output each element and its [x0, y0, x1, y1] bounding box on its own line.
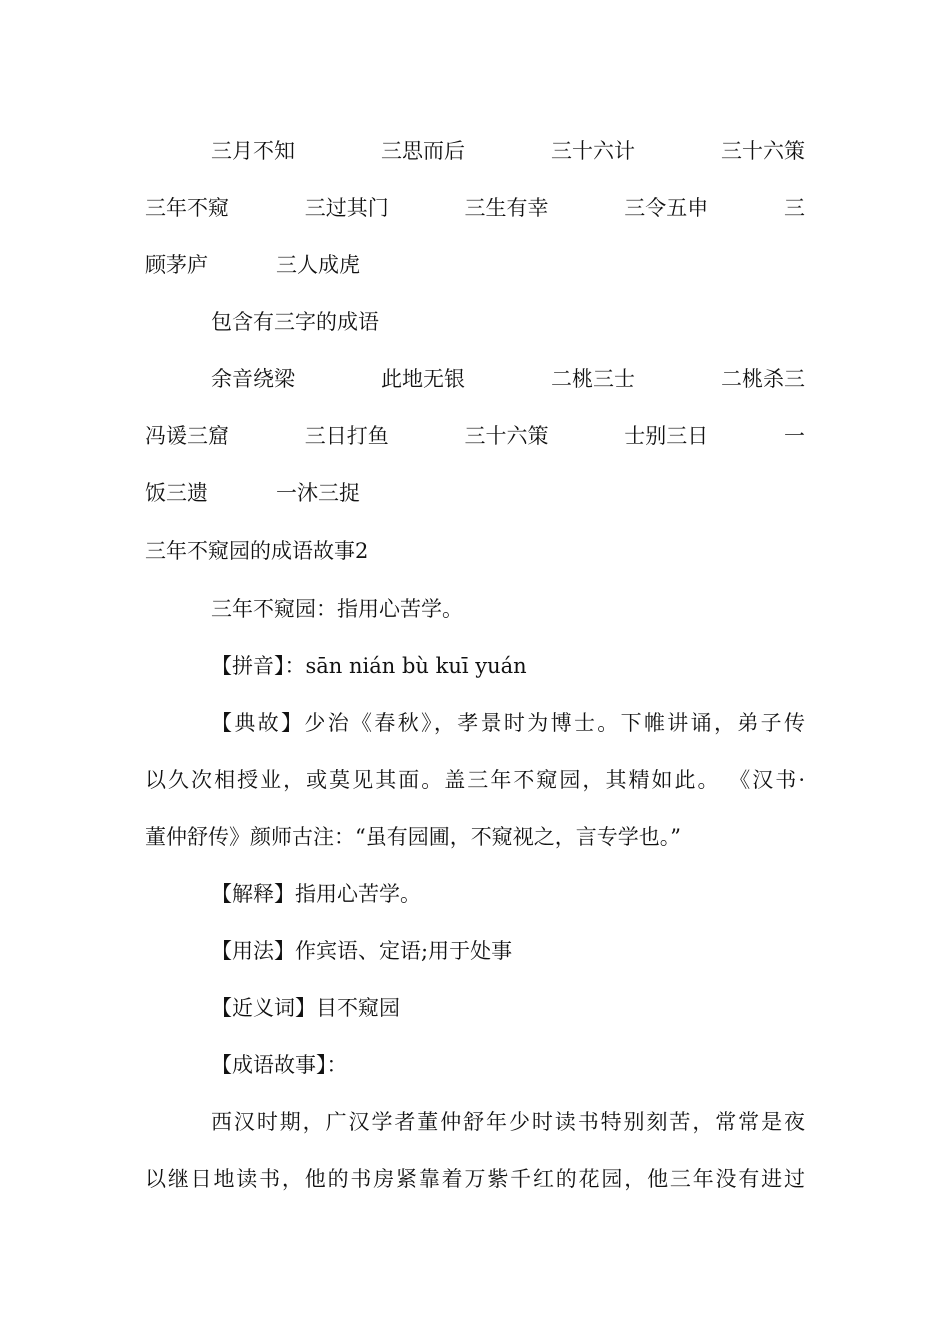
idiom: 二桃三士 [551, 367, 635, 391]
idiom: 一 [784, 424, 805, 448]
section-heading: 包含有三字的成语 [211, 310, 379, 334]
usage-line: 【用法】作宾语、定语;用于处事 [211, 939, 513, 963]
pinyin-line: 【拼音】：sān nián bù kuī yuán [211, 654, 527, 678]
idiom: 三过其门 [304, 196, 389, 220]
idiom: 一沐三捉 [276, 481, 360, 505]
idiom: 三 [784, 196, 805, 220]
idiom: 此地无银 [381, 367, 465, 391]
idiom-row [145, 188, 805, 228]
idiom: 饭三遗 [145, 481, 208, 505]
idiom: 顾茅庐 [145, 253, 208, 277]
allusion-line: 董仲舒传》颜师古注：“虽有园圃，不窥视之，言专学也。” [145, 825, 681, 849]
idiom: 三十六策 [464, 424, 549, 448]
idiom: 三思而后 [381, 139, 465, 163]
idiom-row [145, 473, 805, 513]
allusion-line: 以久次相授业，或莫见其面。盖三年不窥园，其精如此。 《汉书· [145, 768, 805, 792]
idiom-row [145, 359, 805, 399]
idiom-row [145, 131, 805, 171]
allusion-line: 【典故】少治《春秋》，孝景时为博士。下帷讲诵，弟子传 [211, 711, 805, 735]
definition-line: 三年不窥园：指用心苦学。 [211, 597, 463, 621]
synonym-line: 【近义词】目不窥园 [211, 996, 400, 1020]
idiom: 三令五申 [624, 196, 709, 220]
idiom: 三月不知 [211, 139, 295, 163]
explanation-line: 【解释】指用心苦学。 [211, 882, 421, 906]
idiom: 三年不窥 [145, 196, 229, 220]
story-line: 以继日地读书，他的书房紧靠着万紫千红的花园，他三年没有进过 [145, 1167, 805, 1191]
idiom: 三人成虎 [276, 253, 360, 277]
idiom: 三十六策 [721, 139, 805, 163]
story-line: 西汉时期，广汉学者董仲舒年少时读书特别刻苦，常常是夜 [211, 1110, 805, 1134]
idiom: 余音绕梁 [211, 367, 295, 391]
idiom: 士别三日 [624, 424, 709, 448]
idiom-row [145, 245, 805, 285]
story-heading: 【成语故事】： [211, 1053, 348, 1077]
idiom: 冯谖三窟 [145, 424, 229, 448]
idiom: 三日打鱼 [304, 424, 389, 448]
idiom: 二桃杀三 [721, 367, 805, 391]
idiom: 三十六计 [551, 139, 635, 163]
idiom: 三生有幸 [464, 196, 549, 220]
idiom-row [145, 416, 805, 456]
article-title: 三年不窥园的成语故事2 [145, 539, 369, 563]
